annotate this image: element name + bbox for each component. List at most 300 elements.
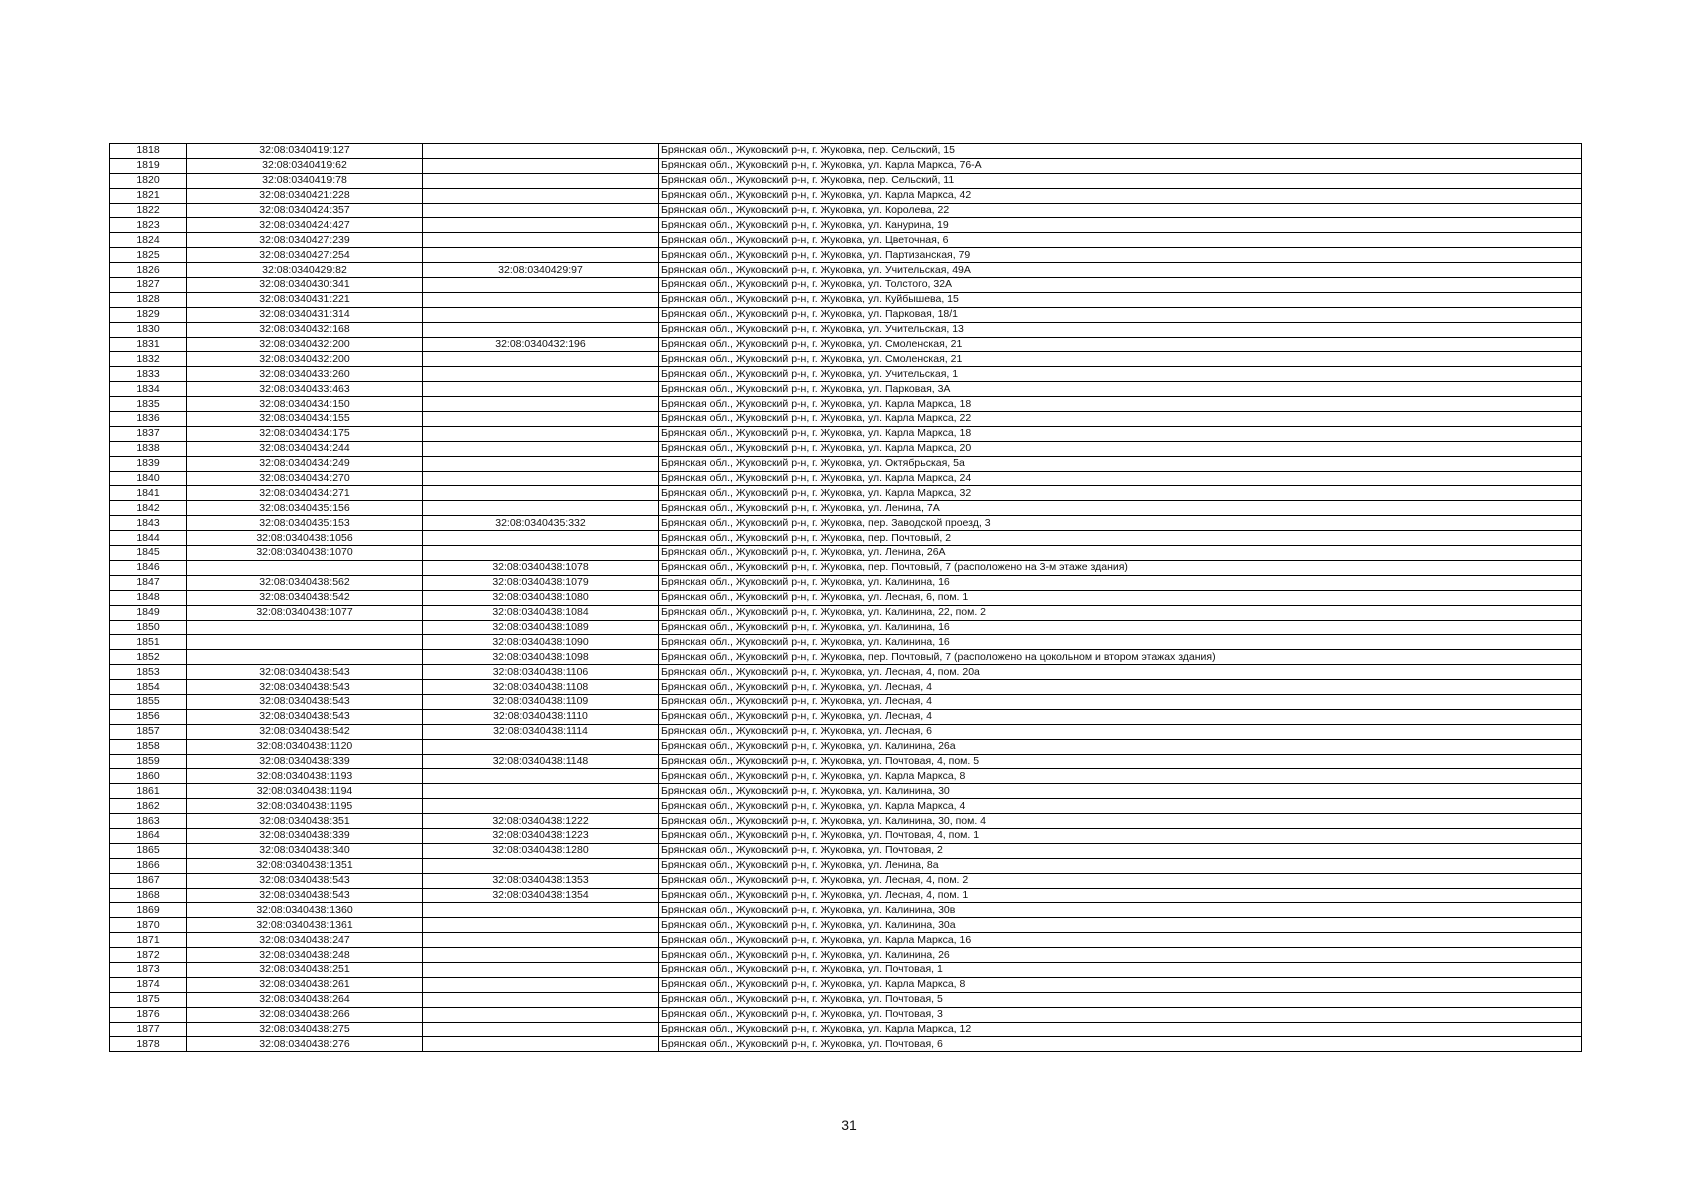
address-cell: Брянская обл., Жуковский р-н, г. Жуковка, ул. Калинина, 30 [659,784,1582,799]
table-row [110,144,1582,159]
address-cell: Брянская обл., Жуковский р-н, г. Жуковка, ул. Карла Маркса, 8 [659,977,1582,992]
row-number-cell: 1834 [110,382,187,397]
table-row [110,799,1582,814]
table-row [110,620,1582,635]
address-cell: Брянская обл., Жуковский р-н, г. Жуковка, ул. Ленина, 7А [659,501,1582,516]
related-cadastral-number-cell [423,501,659,516]
address-cell: Брянская обл., Жуковский р-н, г. Жуковка, пер. Почтовый, 2 [659,531,1582,546]
table-row [110,933,1582,948]
cadastral-number-cell: 32:08:0340438:542 [187,590,423,605]
related-cadastral-number-cell [423,307,659,322]
table-row [110,665,1582,680]
cadastral-number-cell [187,635,423,650]
related-cadastral-number-cell: 32:08:0340438:1108 [423,680,659,695]
row-number-cell: 1849 [110,605,187,620]
related-cadastral-number-cell [423,948,659,963]
related-cadastral-number-cell [423,248,659,263]
related-cadastral-number-cell [423,471,659,486]
table-row [110,724,1582,739]
table-row [110,843,1582,858]
related-cadastral-number-cell: 32:08:0340438:1148 [423,754,659,769]
table-row [110,1022,1582,1037]
cadastral-number-cell: 32:08:0340438:251 [187,962,423,977]
address-cell: Брянская обл., Жуковский р-н, г. Жуковка, ул. Цветочная, 6 [659,233,1582,248]
row-number-cell: 1871 [110,933,187,948]
cadastral-number-cell: 32:08:0340434:175 [187,426,423,441]
related-cadastral-number-cell: 32:08:0340438:1354 [423,888,659,903]
row-number-cell: 1869 [110,903,187,918]
address-cell: Брянская обл., Жуковский р-н, г. Жуковка, пер. Почтовый, 7 (расположено на 3-м этаже здания) [659,560,1582,575]
address-cell: Брянская обл., Жуковский р-н, г. Жуковка, пер. Почтовый, 7 (расположено на цокольном и втором этажах здания) [659,650,1582,665]
row-number-cell: 1841 [110,486,187,501]
cadastral-number-cell: 32:08:0340419:78 [187,173,423,188]
related-cadastral-number-cell: 32:08:0340438:1080 [423,590,659,605]
cadastral-number-cell: 32:08:0340433:260 [187,367,423,382]
related-cadastral-number-cell [423,858,659,873]
address-cell: Брянская обл., Жуковский р-н, г. Жуковка, ул. Почтовая, 2 [659,843,1582,858]
related-cadastral-number-cell: 32:08:0340438:1098 [423,650,659,665]
cadastral-number-cell: 32:08:0340434:271 [187,486,423,501]
row-number-cell: 1822 [110,203,187,218]
address-cell: Брянская обл., Жуковский р-н, г. Жуковка, ул. Калинина, 30, пом. 4 [659,814,1582,829]
table-row [110,501,1582,516]
table-row [110,382,1582,397]
table-row [110,635,1582,650]
address-cell: Брянская обл., Жуковский р-н, г. Жуковка, ул. Учительская, 13 [659,322,1582,337]
table-row [110,426,1582,441]
address-cell: Брянская обл., Жуковский р-н, г. Жуковка, ул. Ленина, 8а [659,858,1582,873]
related-cadastral-number-cell [423,158,659,173]
table-row [110,590,1582,605]
table-row [110,516,1582,531]
row-number-cell: 1867 [110,873,187,888]
address-cell: Брянская обл., Жуковский р-н, г. Жуковка, ул. Карла Маркса, 4 [659,799,1582,814]
related-cadastral-number-cell: 32:08:0340435:332 [423,516,659,531]
cadastral-number-cell: 32:08:0340438:264 [187,992,423,1007]
address-cell: Брянская обл., Жуковский р-н, г. Жуковка, ул. Парковая, 18/1 [659,307,1582,322]
row-number-cell: 1831 [110,337,187,352]
related-cadastral-number-cell: 32:08:0340438:1089 [423,620,659,635]
row-number-cell: 1824 [110,233,187,248]
cadastral-number-cell: 32:08:0340438:543 [187,709,423,724]
table-row [110,546,1582,561]
address-cell: Брянская обл., Жуковский р-н, г. Жуковка, ул. Карла Маркса, 42 [659,188,1582,203]
address-cell: Брянская обл., Жуковский р-н, г. Жуковка, ул. Калинина, 22, пом. 2 [659,605,1582,620]
row-number-cell: 1833 [110,367,187,382]
related-cadastral-number-cell [423,977,659,992]
table-row [110,456,1582,471]
table-row [110,680,1582,695]
cadastral-number-cell: 32:08:0340438:1193 [187,769,423,784]
row-number-cell: 1850 [110,620,187,635]
address-cell: Брянская обл., Жуковский р-н, г. Жуковка, ул. Калинина, 16 [659,575,1582,590]
row-number-cell: 1823 [110,218,187,233]
table-row [110,575,1582,590]
row-number-cell: 1827 [110,278,187,293]
table-row [110,263,1582,278]
table-row [110,888,1582,903]
table-row [110,531,1582,546]
cadastral-number-cell: 32:08:0340429:82 [187,263,423,278]
table-row [110,962,1582,977]
related-cadastral-number-cell [423,799,659,814]
row-number-cell: 1828 [110,292,187,307]
address-cell: Брянская обл., Жуковский р-н, г. Жуковка, ул. Канурина, 19 [659,218,1582,233]
table-row [110,769,1582,784]
related-cadastral-number-cell [423,352,659,367]
cadastral-number-cell: 32:08:0340421:228 [187,188,423,203]
table-row [110,858,1582,873]
table-row [110,278,1582,293]
row-number-cell: 1859 [110,754,187,769]
cadastral-number-cell: 32:08:0340434:270 [187,471,423,486]
cadastral-number-cell: 32:08:0340434:155 [187,412,423,427]
row-number-cell: 1865 [110,843,187,858]
table-row [110,173,1582,188]
cadastral-number-cell: 32:08:0340434:150 [187,397,423,412]
row-number-cell: 1839 [110,456,187,471]
address-cell: Брянская обл., Жуковский р-н, г. Жуковка, ул. Карла Маркса, 76-А [659,158,1582,173]
cadastral-number-cell: 32:08:0340438:1195 [187,799,423,814]
table-row [110,709,1582,724]
address-cell: Брянская обл., Жуковский р-н, г. Жуковка, ул. Учительская, 49А [659,263,1582,278]
row-number-cell: 1842 [110,501,187,516]
table-row [110,203,1582,218]
address-cell: Брянская обл., Жуковский р-н, г. Жуковка, ул. Парковая, 3А [659,382,1582,397]
row-number-cell: 1829 [110,307,187,322]
row-number-cell: 1844 [110,531,187,546]
row-number-cell: 1820 [110,173,187,188]
table-row [110,784,1582,799]
related-cadastral-number-cell: 32:08:0340429:97 [423,263,659,278]
related-cadastral-number-cell: 32:08:0340438:1353 [423,873,659,888]
row-number-cell: 1861 [110,784,187,799]
cadastral-number-cell: 32:08:0340438:1194 [187,784,423,799]
related-cadastral-number-cell: 32:08:0340438:1109 [423,694,659,709]
row-number-cell: 1876 [110,1007,187,1022]
row-number-cell: 1835 [110,397,187,412]
cadastral-number-cell: 32:08:0340438:1070 [187,546,423,561]
row-number-cell: 1853 [110,665,187,680]
row-number-cell: 1818 [110,144,187,159]
address-cell: Брянская обл., Жуковский р-н, г. Жуковка, пер. Сельский, 11 [659,173,1582,188]
address-cell: Брянская обл., Жуковский р-н, г. Жуковка, ул. Лесная, 6, пом. 1 [659,590,1582,605]
row-number-cell: 1821 [110,188,187,203]
table-row [110,754,1582,769]
related-cadastral-number-cell [423,1007,659,1022]
address-cell: Брянская обл., Жуковский р-н, г. Жуковка, ул. Почтовая, 6 [659,1037,1582,1052]
row-number-cell: 1860 [110,769,187,784]
cadastral-number-cell: 32:08:0340432:168 [187,322,423,337]
row-number-cell: 1848 [110,590,187,605]
cadastral-number-cell: 32:08:0340431:221 [187,292,423,307]
address-cell: Брянская обл., Жуковский р-н, г. Жуковка, ул. Почтовая, 1 [659,962,1582,977]
related-cadastral-number-cell [423,218,659,233]
table-row [110,292,1582,307]
cadastral-number-cell: 32:08:0340438:1077 [187,605,423,620]
address-cell: Брянская обл., Жуковский р-н, г. Жуковка, ул. Калинина, 26 [659,948,1582,963]
row-number-cell: 1846 [110,560,187,575]
cadastral-number-cell: 32:08:0340430:341 [187,278,423,293]
row-number-cell: 1826 [110,263,187,278]
row-number-cell: 1830 [110,322,187,337]
related-cadastral-number-cell [423,382,659,397]
table-row [110,307,1582,322]
table-row [110,441,1582,456]
table-row [110,977,1582,992]
row-number-cell: 1856 [110,709,187,724]
cadastral-number-cell: 32:08:0340432:200 [187,337,423,352]
row-number-cell: 1878 [110,1037,187,1052]
related-cadastral-number-cell: 32:08:0340438:1280 [423,843,659,858]
row-number-cell: 1877 [110,1022,187,1037]
cadastral-number-cell: 32:08:0340427:254 [187,248,423,263]
cadastral-number-cell: 32:08:0340438:340 [187,843,423,858]
row-number-cell: 1838 [110,441,187,456]
row-number-cell: 1858 [110,739,187,754]
related-cadastral-number-cell [423,188,659,203]
related-cadastral-number-cell [423,531,659,546]
table-row [110,1037,1582,1052]
related-cadastral-number-cell: 32:08:0340438:1223 [423,828,659,843]
related-cadastral-number-cell [423,918,659,933]
address-cell: Брянская обл., Жуковский р-н, г. Жуковка, ул. Смоленская, 21 [659,352,1582,367]
address-cell: Брянская обл., Жуковский р-н, г. Жуковка, ул. Лесная, 6 [659,724,1582,739]
address-cell: Брянская обл., Жуковский р-н, г. Жуковка, ул. Смоленская, 21 [659,337,1582,352]
row-number-cell: 1840 [110,471,187,486]
property-register-body [110,144,1582,1052]
table-row [110,739,1582,754]
address-cell: Брянская обл., Жуковский р-н, г. Жуковка, ул. Почтовая, 4, пом. 5 [659,754,1582,769]
address-cell: Брянская обл., Жуковский р-н, г. Жуковка, ул. Лесная, 4, пом. 1 [659,888,1582,903]
cadastral-number-cell: 32:08:0340438:543 [187,680,423,695]
address-cell: Брянская обл., Жуковский р-н, г. Жуковка, ул. Октябрьская, 5а [659,456,1582,471]
address-cell: Брянская обл., Жуковский р-н, г. Жуковка, ул. Королева, 22 [659,203,1582,218]
related-cadastral-number-cell [423,903,659,918]
address-cell: Брянская обл., Жуковский р-н, г. Жуковка, ул. Почтовая, 4, пом. 1 [659,828,1582,843]
row-number-cell: 1825 [110,248,187,263]
cadastral-number-cell: 32:08:0340438:351 [187,814,423,829]
related-cadastral-number-cell [423,278,659,293]
related-cadastral-number-cell [423,322,659,337]
address-cell: Брянская обл., Жуковский р-н, г. Жуковка, ул. Калинина, 30а [659,918,1582,933]
address-cell: Брянская обл., Жуковский р-н, г. Жуковка, ул. Калинина, 30в [659,903,1582,918]
table-row [110,903,1582,918]
table-row [110,605,1582,620]
property-register-table [109,143,1582,1052]
cadastral-number-cell: 32:08:0340424:357 [187,203,423,218]
table-row [110,694,1582,709]
address-cell: Брянская обл., Жуковский р-н, г. Жуковка, ул. Карла Маркса, 22 [659,412,1582,427]
table-row [110,814,1582,829]
related-cadastral-number-cell [423,992,659,1007]
table-row [110,397,1582,412]
cadastral-number-cell: 32:08:0340424:427 [187,218,423,233]
row-number-cell: 1857 [110,724,187,739]
related-cadastral-number-cell [423,292,659,307]
related-cadastral-number-cell [423,933,659,948]
row-number-cell: 1851 [110,635,187,650]
row-number-cell: 1854 [110,680,187,695]
row-number-cell: 1872 [110,948,187,963]
related-cadastral-number-cell: 32:08:0340438:1110 [423,709,659,724]
table-row [110,560,1582,575]
table-row [110,471,1582,486]
related-cadastral-number-cell [423,456,659,471]
address-cell: Брянская обл., Жуковский р-н, г. Жуковка, пер. Сельский, 15 [659,144,1582,159]
related-cadastral-number-cell [423,962,659,977]
related-cadastral-number-cell: 32:08:0340438:1222 [423,814,659,829]
cadastral-number-cell: 32:08:0340438:543 [187,888,423,903]
cadastral-number-cell: 32:08:0340438:543 [187,873,423,888]
address-cell: Брянская обл., Жуковский р-н, г. Жуковка, ул. Лесная, 4 [659,694,1582,709]
cadastral-number-cell: 32:08:0340438:1120 [187,739,423,754]
cadastral-number-cell: 32:08:0340438:543 [187,665,423,680]
related-cadastral-number-cell [423,397,659,412]
related-cadastral-number-cell [423,1037,659,1052]
address-cell: Брянская обл., Жуковский р-н, г. Жуковка, ул. Куйбышева, 15 [659,292,1582,307]
address-cell: Брянская обл., Жуковский р-н, г. Жуковка, ул. Карла Маркса, 12 [659,1022,1582,1037]
address-cell: Брянская обл., Жуковский р-н, г. Жуковка, ул. Карла Маркса, 24 [659,471,1582,486]
related-cadastral-number-cell [423,739,659,754]
table-row [110,1007,1582,1022]
cadastral-number-cell: 32:08:0340435:153 [187,516,423,531]
row-number-cell: 1874 [110,977,187,992]
related-cadastral-number-cell [423,769,659,784]
address-cell: Брянская обл., Жуковский р-н, г. Жуковка, ул. Карла Маркса, 16 [659,933,1582,948]
cadastral-number-cell: 32:08:0340419:62 [187,158,423,173]
related-cadastral-number-cell [423,784,659,799]
cadastral-number-cell: 32:08:0340438:562 [187,575,423,590]
table-row [110,873,1582,888]
cadastral-number-cell: 32:08:0340438:1361 [187,918,423,933]
cadastral-number-cell: 32:08:0340438:248 [187,948,423,963]
cadastral-number-cell: 32:08:0340438:266 [187,1007,423,1022]
related-cadastral-number-cell [423,367,659,382]
row-number-cell: 1836 [110,412,187,427]
table-row [110,486,1582,501]
row-number-cell: 1832 [110,352,187,367]
cadastral-number-cell: 32:08:0340438:339 [187,754,423,769]
related-cadastral-number-cell [423,203,659,218]
table-row [110,233,1582,248]
address-cell: Брянская обл., Жуковский р-н, г. Жуковка, ул. Ленина, 26А [659,546,1582,561]
row-number-cell: 1843 [110,516,187,531]
table-row [110,352,1582,367]
table-row [110,918,1582,933]
cadastral-number-cell: 32:08:0340432:200 [187,352,423,367]
row-number-cell: 1852 [110,650,187,665]
row-number-cell: 1819 [110,158,187,173]
row-number-cell: 1855 [110,694,187,709]
address-cell: Брянская обл., Жуковский р-н, г. Жуковка, ул. Калинина, 26а [659,739,1582,754]
cadastral-number-cell: 32:08:0340438:247 [187,933,423,948]
row-number-cell: 1862 [110,799,187,814]
cadastral-number-cell [187,650,423,665]
row-number-cell: 1845 [110,546,187,561]
page-number: 31 [841,1117,857,1133]
table-row [110,992,1582,1007]
related-cadastral-number-cell: 32:08:0340438:1079 [423,575,659,590]
cadastral-number-cell: 32:08:0340434:249 [187,456,423,471]
address-cell: Брянская обл., Жуковский р-н, г. Жуковка, ул. Лесная, 4, пом. 2 [659,873,1582,888]
address-cell: Брянская обл., Жуковский р-н, г. Жуковка, ул. Почтовая, 3 [659,1007,1582,1022]
address-cell: Брянская обл., Жуковский р-н, г. Жуковка, ул. Учительская, 1 [659,367,1582,382]
cadastral-number-cell: 32:08:0340438:275 [187,1022,423,1037]
cadastral-number-cell: 32:08:0340434:244 [187,441,423,456]
cadastral-number-cell: 32:08:0340419:127 [187,144,423,159]
table-row [110,828,1582,843]
related-cadastral-number-cell [423,233,659,248]
table-row [110,948,1582,963]
related-cadastral-number-cell: 32:08:0340438:1106 [423,665,659,680]
table-row [110,322,1582,337]
related-cadastral-number-cell [423,441,659,456]
cadastral-number-cell: 32:08:0340438:276 [187,1037,423,1052]
address-cell: Брянская обл., Жуковский р-н, г. Жуковка, пер. Заводской проезд, 3 [659,516,1582,531]
table-row [110,337,1582,352]
row-number-cell: 1875 [110,992,187,1007]
table-row [110,412,1582,427]
table-row [110,218,1582,233]
cadastral-number-cell: 32:08:0340433:463 [187,382,423,397]
cadastral-number-cell: 32:08:0340438:1360 [187,903,423,918]
cadastral-number-cell: 32:08:0340438:543 [187,694,423,709]
address-cell: Брянская обл., Жуковский р-н, г. Жуковка, ул. Карла Маркса, 18 [659,426,1582,441]
table-row [110,248,1582,263]
related-cadastral-number-cell: 32:08:0340432:196 [423,337,659,352]
row-number-cell: 1837 [110,426,187,441]
row-number-cell: 1863 [110,814,187,829]
table-row [110,650,1582,665]
address-cell: Брянская обл., Жуковский р-н, г. Жуковка, ул. Карла Маркса, 32 [659,486,1582,501]
address-cell: Брянская обл., Жуковский р-н, г. Жуковка, ул. Почтовая, 5 [659,992,1582,1007]
related-cadastral-number-cell: 32:08:0340438:1084 [423,605,659,620]
row-number-cell: 1864 [110,828,187,843]
cadastral-number-cell: 32:08:0340438:1056 [187,531,423,546]
cadastral-number-cell [187,620,423,635]
related-cadastral-number-cell [423,173,659,188]
cadastral-number-cell: 32:08:0340438:339 [187,828,423,843]
row-number-cell: 1873 [110,962,187,977]
cadastral-number-cell: 32:08:0340438:261 [187,977,423,992]
address-cell: Брянская обл., Жуковский р-н, г. Жуковка, ул. Партизанская, 79 [659,248,1582,263]
row-number-cell: 1870 [110,918,187,933]
cadastral-number-cell [187,560,423,575]
table-row [110,158,1582,173]
related-cadastral-number-cell [423,144,659,159]
address-cell: Брянская обл., Жуковский р-н, г. Жуковка, ул. Толстого, 32А [659,278,1582,293]
address-cell: Брянская обл., Жуковский р-н, г. Жуковка, ул. Лесная, 4, пом. 20а [659,665,1582,680]
cadastral-number-cell: 32:08:0340435:156 [187,501,423,516]
related-cadastral-number-cell [423,486,659,501]
row-number-cell: 1847 [110,575,187,590]
related-cadastral-number-cell [423,412,659,427]
table-row [110,367,1582,382]
address-cell: Брянская обл., Жуковский р-н, г. Жуковка, ул. Лесная, 4 [659,680,1582,695]
address-cell: Брянская обл., Жуковский р-н, г. Жуковка, ул. Лесная, 4 [659,709,1582,724]
address-cell: Брянская обл., Жуковский р-н, г. Жуковка, ул. Карла Маркса, 8 [659,769,1582,784]
related-cadastral-number-cell: 32:08:0340438:1078 [423,560,659,575]
cadastral-number-cell: 32:08:0340427:239 [187,233,423,248]
row-number-cell: 1868 [110,888,187,903]
table-row [110,188,1582,203]
related-cadastral-number-cell [423,546,659,561]
address-cell: Брянская обл., Жуковский р-н, г. Жуковка, ул. Калинина, 16 [659,635,1582,650]
address-cell: Брянская обл., Жуковский р-н, г. Жуковка, ул. Калинина, 16 [659,620,1582,635]
address-cell: Брянская обл., Жуковский р-н, г. Жуковка, ул. Карла Маркса, 18 [659,397,1582,412]
related-cadastral-number-cell [423,1022,659,1037]
